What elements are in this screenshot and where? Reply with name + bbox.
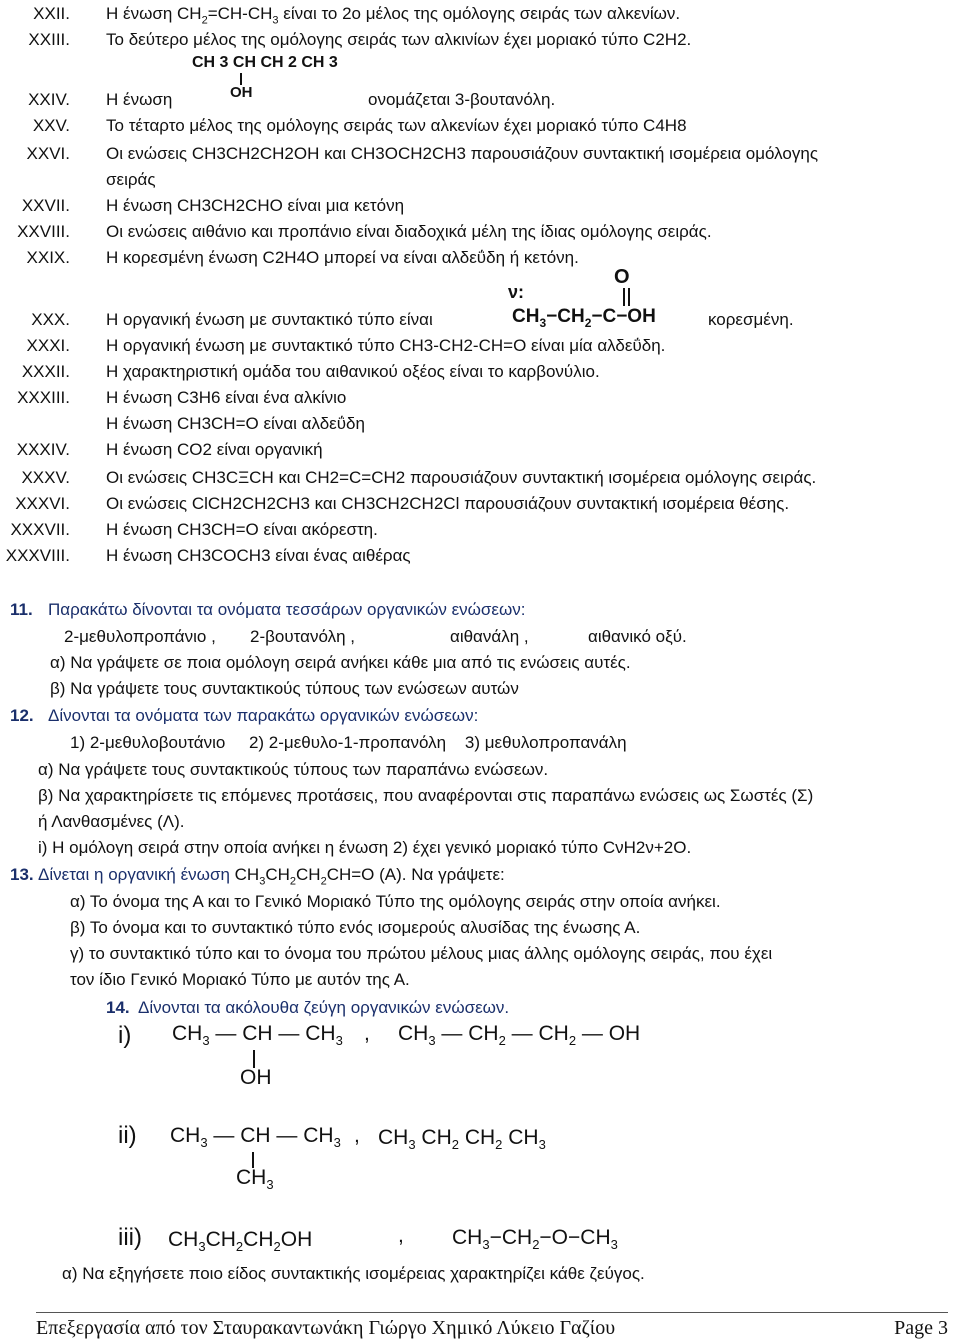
statement-text: Η ένωση CH3CH=O είναι ακόρεστη. [106, 520, 378, 539]
pair-label: ii) [118, 1122, 137, 1149]
question-number: 11. [10, 600, 33, 619]
compound-name: αιθανάλη , [450, 627, 529, 646]
statement-number: XXIII. [28, 30, 70, 49]
statement-text: Η ένωση $CH_2=CH-CH_3$ είναι το 2ο μέλος της ομόλογης σειράς των αλκενίων. [106, 4, 681, 27]
pair-label: iii) [118, 1224, 142, 1251]
question-part: β) Να χαρακτηρίσετε τις επόμενες προτάσεις, που αναφέρονται στις παραπάνω ενώσεις ως Σωστές (Σ) [38, 786, 814, 805]
question-number: 14. [106, 998, 130, 1017]
question-part: α) Να γράψετε σε ποια ομόλογη σειρά ανήκει κάθε μια από τις ενώσεις αυτές. [50, 653, 631, 672]
footer-author: Επεξεργασία από τον Σταυρακαντωνάκη Γιώργο Χημικό Λύκειο Γαζίου [36, 1317, 616, 1339]
statement-number: XXVII. [21, 196, 70, 215]
structure-propanoic-acid: O ν: $CH_3-CH_2-C-OH$ [508, 266, 656, 330]
structure-1-propanol-b: $CH_3CH_2CH_2OH$ [168, 1228, 313, 1255]
statement-text: Η ένωση CH3COCH3 είναι ένας αιθέρας [106, 546, 411, 565]
question-number: 13. [10, 865, 34, 884]
statement-text: Οι ενώσεις ClCH2CH2CH3 και CH3CH2CH2Cl παρουσιάζουν συντακτική ισομέρεια θέσης. [106, 494, 790, 513]
statement-number: XXIX. [26, 248, 70, 267]
statement-number: XXXVII. [10, 520, 70, 539]
page-footer [36, 1312, 948, 1342]
compound-name: 2-βουτανόλη , [250, 627, 355, 646]
compound-name: 2-μεθυλοπροπάνιο , [64, 627, 216, 646]
statement-text: Η ένωση CO2 είναι οργανική [106, 440, 323, 459]
statement-text: Το τέταρτο μέλος της ομόλογης σειράς των αλκενίων έχει μοριακό τύπο C4H8 [106, 116, 687, 135]
statement-text: Η ένωση [106, 90, 173, 109]
question-part: β) Να γράψετε τους συντακτικούς τύπους των ενώσεων αυτών [50, 679, 519, 698]
statement-text: ονομάζεται 3-βουτανόλη. [368, 90, 556, 109]
statement-text: Οι ενώσεις αιθάνιο και προπάνιο είναι διαδοχικά μέλη της ίδιας ομόλογης σειράς. [106, 222, 712, 241]
structure-ethyl-methyl-ether: $CH_3-CH_2-O-CH_3$ [452, 1226, 618, 1253]
structure-1-propanol: $CH_3$ — $CH_2$ — $CH_2$ — OH [398, 1022, 641, 1049]
statement-text: Η οργανική ένωση με συντακτικό τύπο είναι [106, 310, 433, 329]
statement-number: XXXV. [21, 468, 70, 487]
question-title: Δίνονται τα ονόματα των παρακάτω οργανικών ενώσεων: [48, 706, 479, 725]
statement-text: Οι ενώσεις CH3CΞCH και CH2=C=CH2 παρουσιάζουν συντακτική ισομέρεια ομόλογης σειράς. [106, 468, 817, 487]
question-part: β) Το όνομα και το συντακτικό τύπο ενός ισομερούς αλυσίδας της ένωσης Α. [70, 918, 641, 937]
statement-text: Η ένωση CH3CH2CHO είναι μια κετόνη [106, 196, 405, 215]
compound-name: αιθανικό οξύ. [588, 627, 687, 646]
question-title: Δίνονται τα ακόλουθα ζεύγη οργανικών ενώσεων. [138, 998, 510, 1017]
statement-number: XXX. [31, 310, 70, 329]
statement-number: XXVIII. [17, 222, 70, 241]
statement-number: XXXIV. [16, 440, 70, 459]
structure-3-butanol: CH 3 CH CH 2 CH 3 OH [192, 54, 338, 101]
statement-number: XXXVI. [15, 494, 70, 513]
question-part: i) Η ομόλογη σειρά στην οποία ανήκει η ένωση 2) έχει γενικό μοριακό τύπο CνH2ν+2O. [38, 838, 692, 857]
statement-text: Η κορεσμένη ένωση C2H4O μπορεί να είναι αλδεΰδη ή κετόνη. [106, 248, 579, 267]
statement-number: XXV. [32, 116, 70, 135]
question-part: γ) το συντακτικό τύπο και το όνομα του πρώτου μέλους μιας άλλης ομόλογης σειράς, που έχει [70, 944, 773, 963]
statement-number: XXXI. [26, 336, 70, 355]
question-title: Παρακάτω δίνονται τα ονόματα τεσσάρων οργανικών ενώσεων: [48, 600, 526, 619]
statement-text: Η ένωση C3H6 είναι ένα αλκίνιο [106, 388, 347, 407]
question-part: τον ίδιο Γενικό Μοριακό Τύπο με αυτόν της Α. [70, 970, 410, 989]
statement-text: Το δεύτερο μέλος της ομόλογης σειράς των αλκινίων έχει μοριακό τύπο C2H2. [106, 30, 692, 49]
question-number: 12. [10, 706, 34, 725]
statement-number: XXXVIII. [5, 546, 70, 565]
pair-label: i) [118, 1022, 132, 1049]
statement-text: Οι ενώσεις CH3CH2CH2OH και CH3OCH2CH3 παρουσιάζουν συντακτική ισομέρεια ομόλογης [106, 144, 819, 163]
statement-number: XXII. [33, 4, 70, 23]
statement-text: κορεσμένη. [708, 310, 794, 329]
statement-number: XXXII. [21, 362, 70, 381]
page-number: Page 3 [894, 1317, 948, 1339]
statement-text: Η χαρακτηριστική ομάδα του αιθανικού οξέος είναι το καρβονύλιο. [106, 362, 600, 381]
statement-text: σειράς [106, 170, 156, 189]
question-part: α) Να γράψετε τους συντακτικούς τύπους των παραπάνω ενώσεων. [38, 760, 549, 779]
statement-number: XXIV. [28, 90, 70, 109]
question-title: Δίνεται η οργανική ένωση $CH_3CH_2CH_2CH=O$ (Α). Να γράψετε: [38, 865, 505, 888]
question-part: α) Το όνομα της Α και το Γενικό Μοριακό Τύπο της ομόλογης σειράς στην οποία ανήκει. [70, 892, 721, 911]
compound-names: 1) 2-μεθυλοβουτάνιο 2) 2-μεθυλο-1-προπανόλη 3) μεθυλοπροπανάλη [70, 733, 627, 752]
statement-text: Η οργανική ένωση με συντακτικό τύπο CH3-CH2-CH=O είναι μία αλδεΰδη. [106, 336, 666, 355]
statement-number: XXXIII. [17, 388, 70, 407]
statement-number: XXVI. [26, 144, 70, 163]
question-part: α) Να εξηγήσετε ποιο είδος συντακτικής ισομέρειας χαρακτηρίζει κάθε ζεύγος. [62, 1264, 645, 1283]
structure-butane: $CH_3$ $CH_2$ $CH_2$ $CH_3$ [378, 1126, 546, 1153]
question-part: ή Λανθασμένες (Λ). [38, 812, 185, 831]
statement-text: Η ένωση CH3CH=O είναι αλδεΰδη [106, 414, 365, 433]
